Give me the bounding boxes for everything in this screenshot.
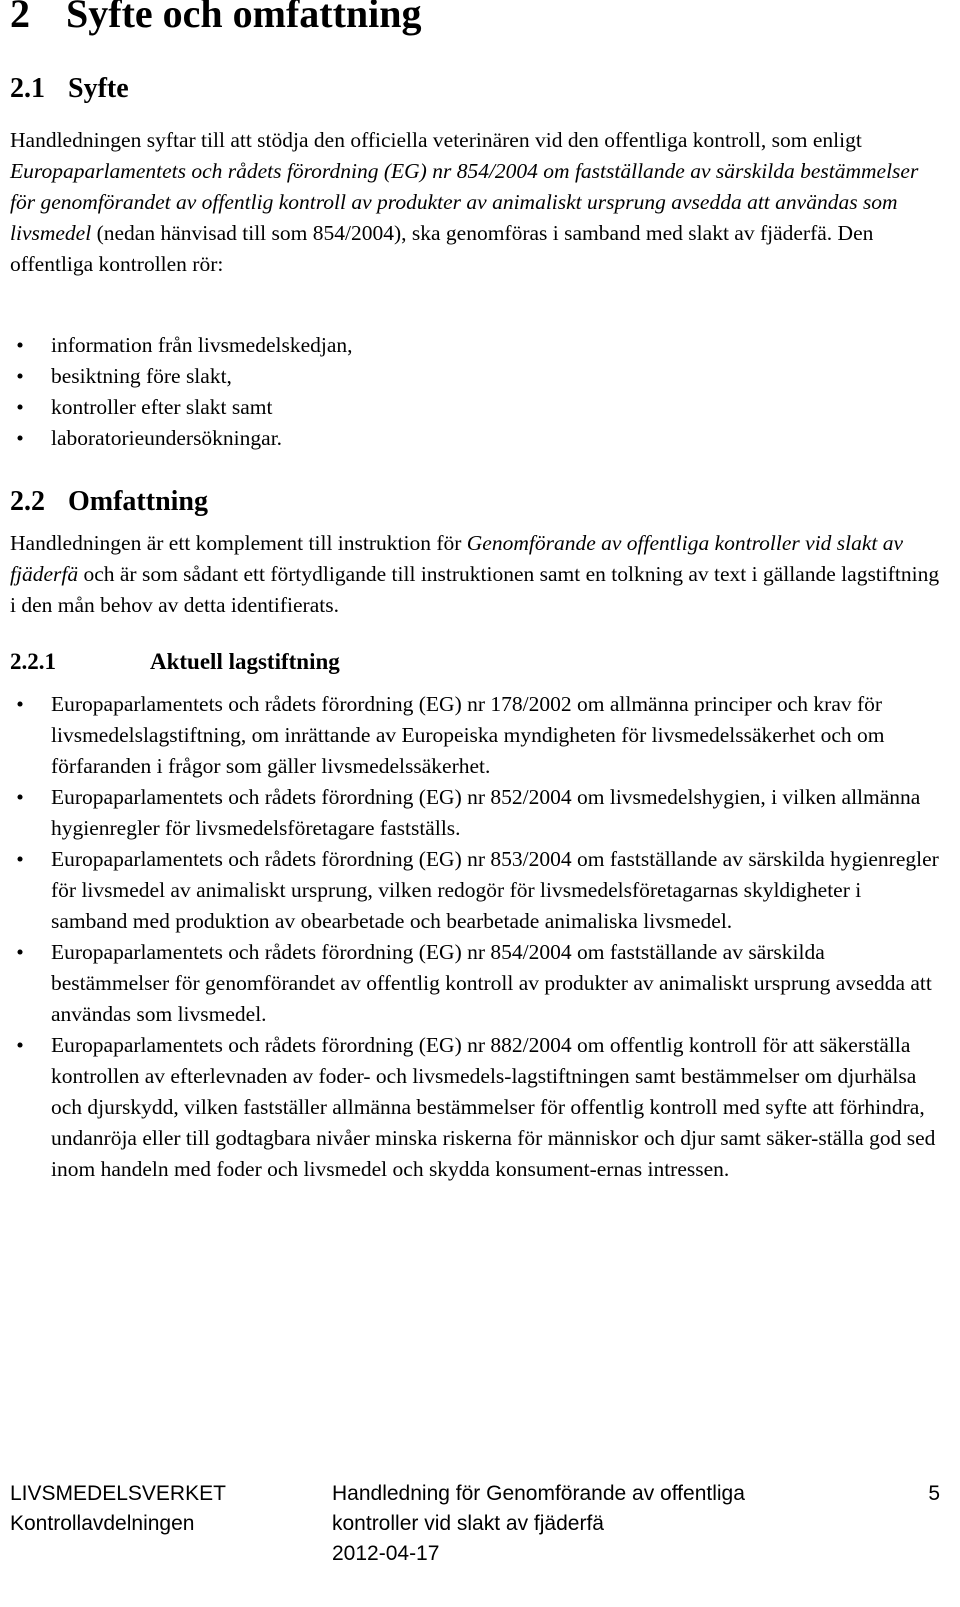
syfte-text-end: (nedan hänvisad till som 854/2004), ska genomföras i samband med slakt av fjäderfä. Den offentliga kontrollen rör: (10, 221, 874, 276)
subsection-number: 2.2.1 (10, 649, 56, 674)
list-item-text: information från livsmedelskedjan, (51, 333, 353, 357)
chapter-title: Syfte och omfattning (66, 0, 422, 36)
list-item (0, 689, 940, 782)
section-heading-syfte (10, 71, 129, 107)
section-title: Omfattning (68, 486, 208, 517)
list-item (0, 361, 940, 392)
bullet-icon: • (16, 333, 24, 357)
legislation-list (0, 689, 940, 1185)
chapter-number: 2 (10, 0, 30, 36)
control-list (0, 330, 940, 454)
footer-document (332, 1479, 745, 1569)
section-heading-omfattning (10, 484, 208, 520)
list-item-text: kontroller efter slakt samt (51, 395, 273, 419)
bullet-icon: • (16, 785, 24, 809)
list-item-text: Europaparlamentets och rådets förordning (EG) nr 178/2002 om allmänna principer och krav för livsmedelslagstiftning, om inrättande av Europeiska myndigheten för livsmedelssäkerhet och om förfaranden i frågor som gäller livsmedelssäkerhet. (51, 692, 885, 778)
bullet-icon: • (16, 847, 24, 871)
list-item (0, 1030, 940, 1185)
list-item-text: Europaparlamentets och rådets förordning (EG) nr 882/2004 om offentlig kontroll för att säkerställa kontrollen av efterlevnaden av foder- och livsmedels-lagstiftningen samt bestämmelser om djurhälsa och djurskydd, vilken fastställer allmänna bestämmelser för offentlig kontroll med syfte att förhindra, undanröja eller till godtagbara nivåer minska riskerna för människor och djur samt säker-ställa god sed inom handeln med foder och livsmedel och skydda konsument-ernas intressen. (51, 1033, 936, 1181)
subsection-heading-lagstiftning (10, 646, 340, 678)
list-item (0, 782, 940, 844)
section-title: Syfte (68, 73, 129, 104)
omfattning-paragraph (10, 528, 940, 621)
list-item (0, 392, 940, 423)
omfattning-text-end: och är som sådant ett förtydligande till instruktionen samt en tolkning av text i gällande lagstiftning i den mån behov av detta identifierats. (10, 562, 940, 617)
list-item-text: Europaparlamentets och rådets förordning (EG) nr 854/2004 om fastställande av särskilda bestämmelser för genomförandet av offentlig kontroll av produkter av animaliskt ursprung avsedda att användas som livsmedel. (51, 940, 932, 1026)
instruction-title: Genomförande av offentliga kontroller vid slakt av fjäderfä (10, 531, 904, 586)
bullet-icon: • (16, 940, 24, 964)
footer-page (928, 1479, 940, 1509)
footer-date: 2012-04-17 (332, 1542, 440, 1565)
chapter-heading (10, 0, 422, 42)
section-number: 2.1 (10, 73, 45, 104)
bullet-icon: • (16, 395, 24, 419)
subsection-title: Aktuell lagstiftning (150, 649, 340, 674)
page-number: 5 (928, 1482, 940, 1505)
footer-org (10, 1479, 226, 1539)
bullet-icon: • (16, 426, 24, 450)
footer-org-name: LIVSMEDELSVERKET (10, 1482, 226, 1505)
list-item-text: laboratorieundersökningar. (51, 426, 283, 450)
list-item-text: besiktning före slakt, (51, 364, 232, 388)
bullet-icon: • (16, 1033, 24, 1057)
list-item (0, 844, 940, 937)
list-item (0, 937, 940, 1030)
section-number: 2.2 (10, 486, 45, 517)
syfte-paragraph (10, 125, 940, 280)
list-item-text: Europaparlamentets och rådets förordning (EG) nr 852/2004 om livsmedelshygien, i vilken allmänna hygienregler för livsmedelsföretagare fastställs. (51, 785, 921, 840)
list-item (0, 423, 940, 454)
footer-doc-title: Handledning för Genomförande av offentliga (332, 1482, 745, 1505)
omfattning-text-start: Handledningen är ett komplement till instruktion för (10, 531, 467, 555)
footer-department: Kontrollavdelningen (10, 1512, 195, 1535)
list-item (0, 330, 940, 361)
list-item-text: Europaparlamentets och rådets förordning (EG) nr 853/2004 om fastställande av särskilda hygienregler för livsmedel av animaliskt ursprung, vilken redogör för livsmedelsföretagarnas skyldigheter i samband med produktion av obearbetade och bearbetade animaliska livsmedel. (51, 847, 939, 933)
bullet-icon: • (16, 692, 24, 716)
footer-doc-subtitle: kontroller vid slakt av fjäderfä (332, 1512, 604, 1535)
syfte-text-start: Handledningen syftar till att stödja den officiella veterinären vid den offentliga kontroll, som enligt (10, 128, 862, 152)
bullet-icon: • (16, 364, 24, 388)
regulation-title: Europaparlamentets och rådets förordning (EG) nr 854/2004 om fastställande av särskilda bestämmelser för genomförandet av offentlig kontroll av produkter av animaliskt ursprung avsedda att användas som livsmedel (10, 159, 919, 245)
